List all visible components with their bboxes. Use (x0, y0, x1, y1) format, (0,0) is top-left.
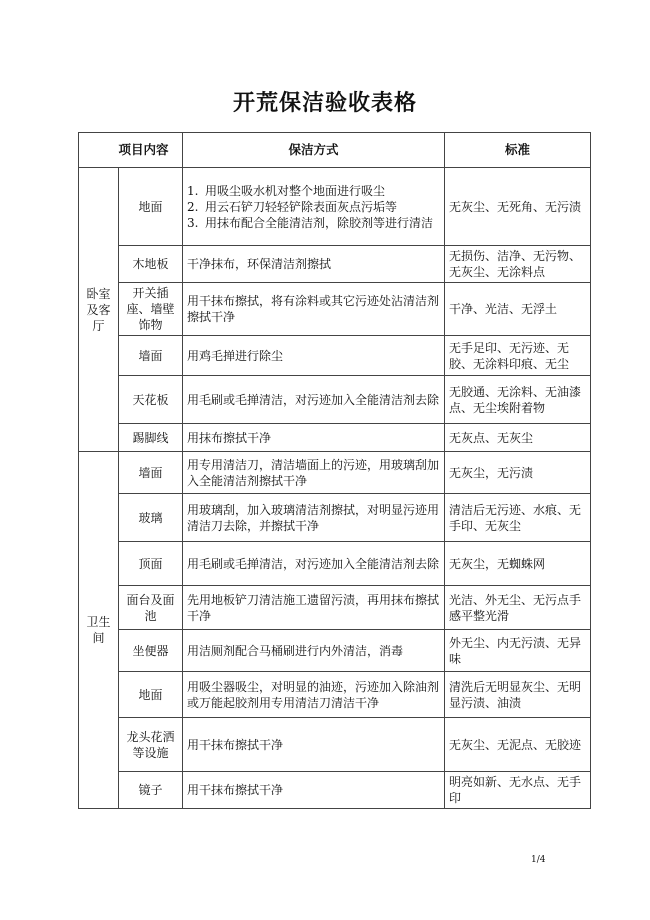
step-text: 用吸尘吸水机对整个地面进行吸尘 (205, 183, 386, 198)
table-row (79, 630, 591, 672)
method-cell: 用干抹布擦拭干净 (183, 772, 445, 809)
method-cell: 用毛刷或毛掸清洁，对污迹加入全能清洁剂去除 (183, 376, 445, 424)
item-cell: 顶面 (119, 542, 183, 586)
table-row (79, 376, 591, 424)
area-cell: 卫生间 (79, 452, 119, 809)
table-row (79, 336, 591, 376)
step-item (187, 183, 440, 199)
table-row (79, 168, 591, 246)
item-cell: 龙头花洒等设施 (119, 718, 183, 772)
standard-cell: 光洁、外无尘、无污点手感平整光滑 (445, 586, 591, 630)
item-cell: 玻璃 (119, 494, 183, 542)
header-method: 保洁方式 (183, 133, 445, 168)
item-cell: 地面 (119, 672, 183, 718)
item-cell: 镜子 (119, 772, 183, 809)
step-number: 2. (187, 199, 199, 214)
standard-cell: 干净、光洁、无浮土 (445, 283, 591, 336)
standard-cell: 无灰尘、无死角、无污渍 (445, 168, 591, 246)
method-cell: 用吸尘器吸尘，对明显的油迹，污迹加入除油剂或万能起胶剂用专用清洁刀清洁干净 (183, 672, 445, 718)
table-header-row (79, 133, 591, 168)
standard-cell: 无胶通、无涂料、无油漆点、无尘埃附着物 (445, 376, 591, 424)
method-cell: 用毛刷或毛掸清洁，对污迹加入全能清洁剂去除 (183, 542, 445, 586)
method-cell: 用专用清洁刀，清洁墙面上的污迹，用玻璃刮加入全能清洁剂擦拭干净 (183, 452, 445, 494)
step-text: 用抹布配合全能清洁剂，除胶剂等进行清洁 (205, 215, 434, 230)
item-cell: 坐便器 (119, 630, 183, 672)
step-list (187, 183, 440, 231)
method-cell: 用鸡毛掸进行除尘 (183, 336, 445, 376)
method-cell (183, 168, 445, 246)
table-row (79, 283, 591, 336)
step-item (187, 199, 440, 215)
standard-cell: 无灰尘，无污渍 (445, 452, 591, 494)
standard-cell: 无灰点、无灰尘 (445, 424, 591, 452)
standard-cell: 无损伤、洁净、无污物、无灰尘、无涂料点 (445, 246, 591, 283)
standard-cell: 外无尘、内无污渍、无异味 (445, 630, 591, 672)
table-row (79, 586, 591, 630)
standard-cell: 无手足印、无污迹、无胶、无涂料印痕、无尘 (445, 336, 591, 376)
method-cell: 先用地板铲刀清洁施工遗留污渍，再用抹布擦拭干净 (183, 586, 445, 630)
method-cell: 用玻璃刮，加入玻璃清洁剂擦拭，对明显污迹用清洁刀去除，并擦拭干净 (183, 494, 445, 542)
table-row (79, 452, 591, 494)
item-cell: 踢脚线 (119, 424, 183, 452)
page-number: 1/4 (531, 855, 546, 865)
method-cell: 用干抹布擦拭干净 (183, 718, 445, 772)
header-standard: 标准 (445, 133, 591, 168)
table-row (79, 494, 591, 542)
table-row (79, 246, 591, 283)
method-cell: 用干抹布擦拭，将有涂料或其它污迹处沾清洁剂擦拭干净 (183, 283, 445, 336)
area-cell: 卧室及客厅 (79, 168, 119, 452)
acceptance-table (78, 132, 591, 809)
method-cell: 用抹布擦拭干净 (183, 424, 445, 452)
table-row (79, 718, 591, 772)
document-title: 开荒保洁验收表格 (232, 91, 417, 116)
item-cell: 地面 (119, 168, 183, 246)
step-item (187, 215, 440, 231)
table-row (79, 672, 591, 718)
step-text: 用云石铲刀轻轻铲除表面灰点污垢等 (205, 199, 398, 214)
table-row (79, 772, 591, 809)
standard-cell: 无灰尘、无泥点、无胶迹 (445, 718, 591, 772)
table-row (79, 424, 591, 452)
table-row (79, 542, 591, 586)
method-cell: 干净抹布，环保清洁剂擦拭 (183, 246, 445, 283)
standard-cell: 明亮如新、无水点、无手印 (445, 772, 591, 809)
step-number: 3. (187, 215, 199, 230)
item-cell: 墙面 (119, 336, 183, 376)
item-cell: 开关插座、墙壁饰物 (119, 283, 183, 336)
item-cell: 墙面 (119, 452, 183, 494)
header-item: 项目内容 (79, 133, 183, 168)
item-cell: 天花板 (119, 376, 183, 424)
standard-cell: 清洁后无污迹、水痕、无手印、无灰尘 (445, 494, 591, 542)
standard-cell: 清洗后无明显灰尘、无明显污渍、油渍 (445, 672, 591, 718)
item-cell: 面台及面池 (119, 586, 183, 630)
item-cell: 木地板 (119, 246, 183, 283)
standard-cell: 无灰尘，无蜘蛛网 (445, 542, 591, 586)
step-number: 1. (187, 183, 199, 198)
method-cell: 用洁厕剂配合马桶刷进行内外清洁，消毒 (183, 630, 445, 672)
